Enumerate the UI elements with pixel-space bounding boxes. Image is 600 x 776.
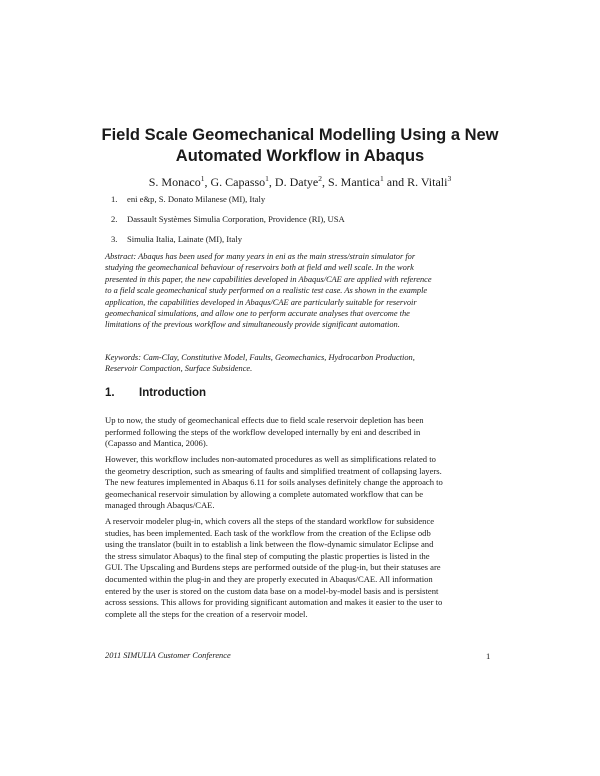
- paragraph-line: the geometry description, such as smearing of faults and simplified treatment of collapsing layers.: [105, 465, 442, 476]
- affiliation-text: Dassault Systèmes Simulia Corporation, Providence (RI), USA: [127, 214, 345, 224]
- paragraph-line: performed following the steps of the workflow developed internally by eni and described in: [105, 426, 421, 437]
- section-title: Introduction: [139, 387, 207, 399]
- paragraph-line: A reservoir modeler plug-in, which covers all the steps of the standard workflow for subsidence: [105, 516, 435, 526]
- title-line: Automated Workflow in Abaqus: [175, 147, 425, 165]
- author-affiliation-index: 2: [318, 174, 322, 183]
- author-separator: ,: [322, 175, 328, 189]
- page-number: 1: [486, 651, 491, 661]
- abstract-line: studying the geomechanical behaviour of reservoirs both at field and well scale. In the work: [105, 263, 414, 273]
- paragraph-line: GUI. The Upscaling and Burdens steps are performed outside of the plug-in, but their statuses are: [105, 562, 441, 573]
- abstract: [105, 251, 500, 331]
- abstract-line: application, the capabilities developed in Abaqus/CAE are particularly suitable for reservoir: [105, 297, 417, 307]
- paragraph-line: using the translator (built in to establish a link between the flow-dynamic simulator Eclipse and: [105, 539, 434, 550]
- author-affiliation-index: 1: [380, 174, 384, 183]
- author-list: [60, 174, 540, 190]
- affiliation-number: 1.: [111, 194, 118, 204]
- author-affiliation-index: 1: [200, 174, 205, 183]
- author-affiliation-index: 1: [265, 174, 269, 183]
- paragraph-line: managed through Abaqus/CAE.: [105, 500, 215, 511]
- abstract-line: to a field scale geomechanical study performed on a realistic test case. As shown in the example: [105, 286, 428, 296]
- keywords: [105, 352, 415, 375]
- section-number: 1.: [105, 387, 115, 399]
- paragraph-line: documented within the plug-in and they are properly executed in Abaqus/CAE. All information: [105, 573, 433, 584]
- keywords-line: Keywords: Cam-Clay, Constitutive Model, Faults, Geomechanics, Hydrocarbon Production,: [105, 353, 415, 362]
- paragraph-line: across sessions. This allows for providing significant automation and makes it easier to the user to: [105, 597, 443, 608]
- paper-title: [60, 125, 540, 167]
- author-separator: ,: [268, 175, 275, 189]
- title-line: Field Scale Geomechanical Modelling Using a New: [101, 126, 499, 144]
- author-name: S. Mantica: [328, 175, 380, 189]
- author-name: S. Monaco: [148, 175, 201, 189]
- affiliation-text: eni e&p, S. Donato Milanese (MI), Italy: [127, 194, 266, 204]
- abstract-line: presented in this paper, the new capabilities developed in Abaqus/CAE are applied with reference: [105, 274, 432, 284]
- author-affiliation-index: 3: [447, 174, 452, 183]
- body-paragraph: [105, 415, 424, 450]
- body-paragraph: [105, 516, 442, 620]
- author-name: D. Datye: [274, 175, 319, 189]
- paragraph-line: the stress simulator Abaqus) to the final step of computing the plastic properties is listed in the: [105, 550, 430, 561]
- paragraph-line: The new features implemented in Abaqus 6.11 for soils analyses definitely change the approach to: [105, 477, 443, 488]
- affiliation-text: Simulia Italia, Lainate (MI), Italy: [127, 234, 243, 244]
- paragraph-line: Up to now, the study of geomechanical effects due to field scale reservoir depletion has been: [105, 415, 424, 425]
- paragraph-line: studies, has been implemented. Each task of the workflow from the creation of the Eclipse odb: [105, 527, 431, 538]
- paragraph-line: geomechanical reservoir simulation by allowing a complete automated workflow that can be: [105, 488, 424, 499]
- keywords-line: Reservoir Compaction, Surface Subsidence.: [105, 364, 253, 374]
- paragraph-line: entered by the user is stored on the custom data base on a model-by-model basis and is persistent: [105, 585, 439, 596]
- affiliation-item: [111, 194, 345, 214]
- author-separator: ,: [204, 175, 211, 189]
- paragraph-line: complete all the steps for the creation of a reservoir model.: [105, 608, 308, 619]
- author-name: R. Vitali: [407, 175, 448, 189]
- affiliation-number: 3.: [111, 234, 118, 244]
- affiliation-number: 2.: [111, 214, 118, 224]
- author-name: G. Capasso: [210, 175, 266, 189]
- affiliation-item: [111, 214, 345, 234]
- abstract-line: geomechanical simulations, and allow one to perform accurate analyses that overcome the: [105, 309, 410, 319]
- body-paragraph: [105, 454, 443, 512]
- abstract-line: limitations of the previous workflow and simultaneously provide significant automation.: [105, 320, 400, 330]
- footer-conference: 2011 SIMULIA Customer Conference: [105, 651, 231, 660]
- affiliation-list: [111, 194, 345, 254]
- paragraph-line: However, this workflow includes non-automated procedures as well as simplifications related to: [105, 454, 436, 464]
- author-separator: and: [383, 175, 408, 189]
- paragraph-line: (Capasso and Mantica, 2006).: [105, 438, 208, 449]
- abstract-line: Abstract: Abaqus has been used for many years in eni as the main stress/strain simulator for: [105, 252, 416, 261]
- section-heading: [105, 387, 206, 399]
